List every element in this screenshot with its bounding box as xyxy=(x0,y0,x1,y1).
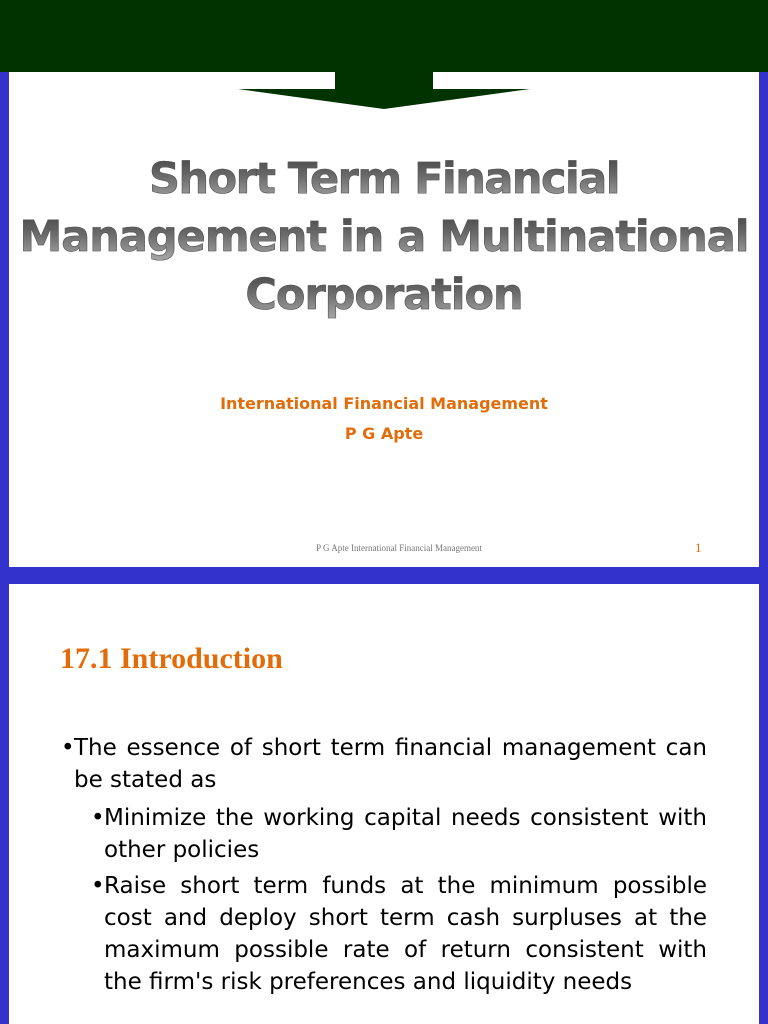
section-heading: 17.1 Introduction xyxy=(60,642,283,675)
bullet-marker: • xyxy=(91,805,105,831)
top-header-bar xyxy=(0,0,768,72)
bullet-text: Raise short term funds at the minimum possible cost and deploy short term cash surpluses at the maximum possible rate of return consistent with the firm's risk preferences and liquidity needs xyxy=(104,873,707,995)
slide-2 xyxy=(9,584,759,1024)
bullet-item xyxy=(61,732,707,796)
bullet-text: Minimize the working capital needs consistent with other policies xyxy=(104,805,707,863)
title-line-3: Corporation xyxy=(9,266,759,324)
down-arrow-icon xyxy=(238,72,530,109)
course-subtitle: International Financial Management xyxy=(220,394,548,413)
title-line-2: Management in a Multinational xyxy=(9,208,759,266)
bullet-text: The essence of short term financial management can be stated as xyxy=(74,735,707,793)
bullet-marker: • xyxy=(61,735,75,761)
slide-title xyxy=(9,150,759,324)
author-name: P G Apte xyxy=(344,424,424,443)
slide-1 xyxy=(9,72,759,567)
page-number: 1 xyxy=(695,540,702,555)
slide-footer: P G Apte International Financial Management xyxy=(316,543,482,553)
sub-bullet-item xyxy=(91,870,707,998)
title-line-1: Short Term Financial xyxy=(9,150,759,208)
sub-bullet-item xyxy=(91,802,707,866)
bullet-marker: • xyxy=(91,873,105,899)
